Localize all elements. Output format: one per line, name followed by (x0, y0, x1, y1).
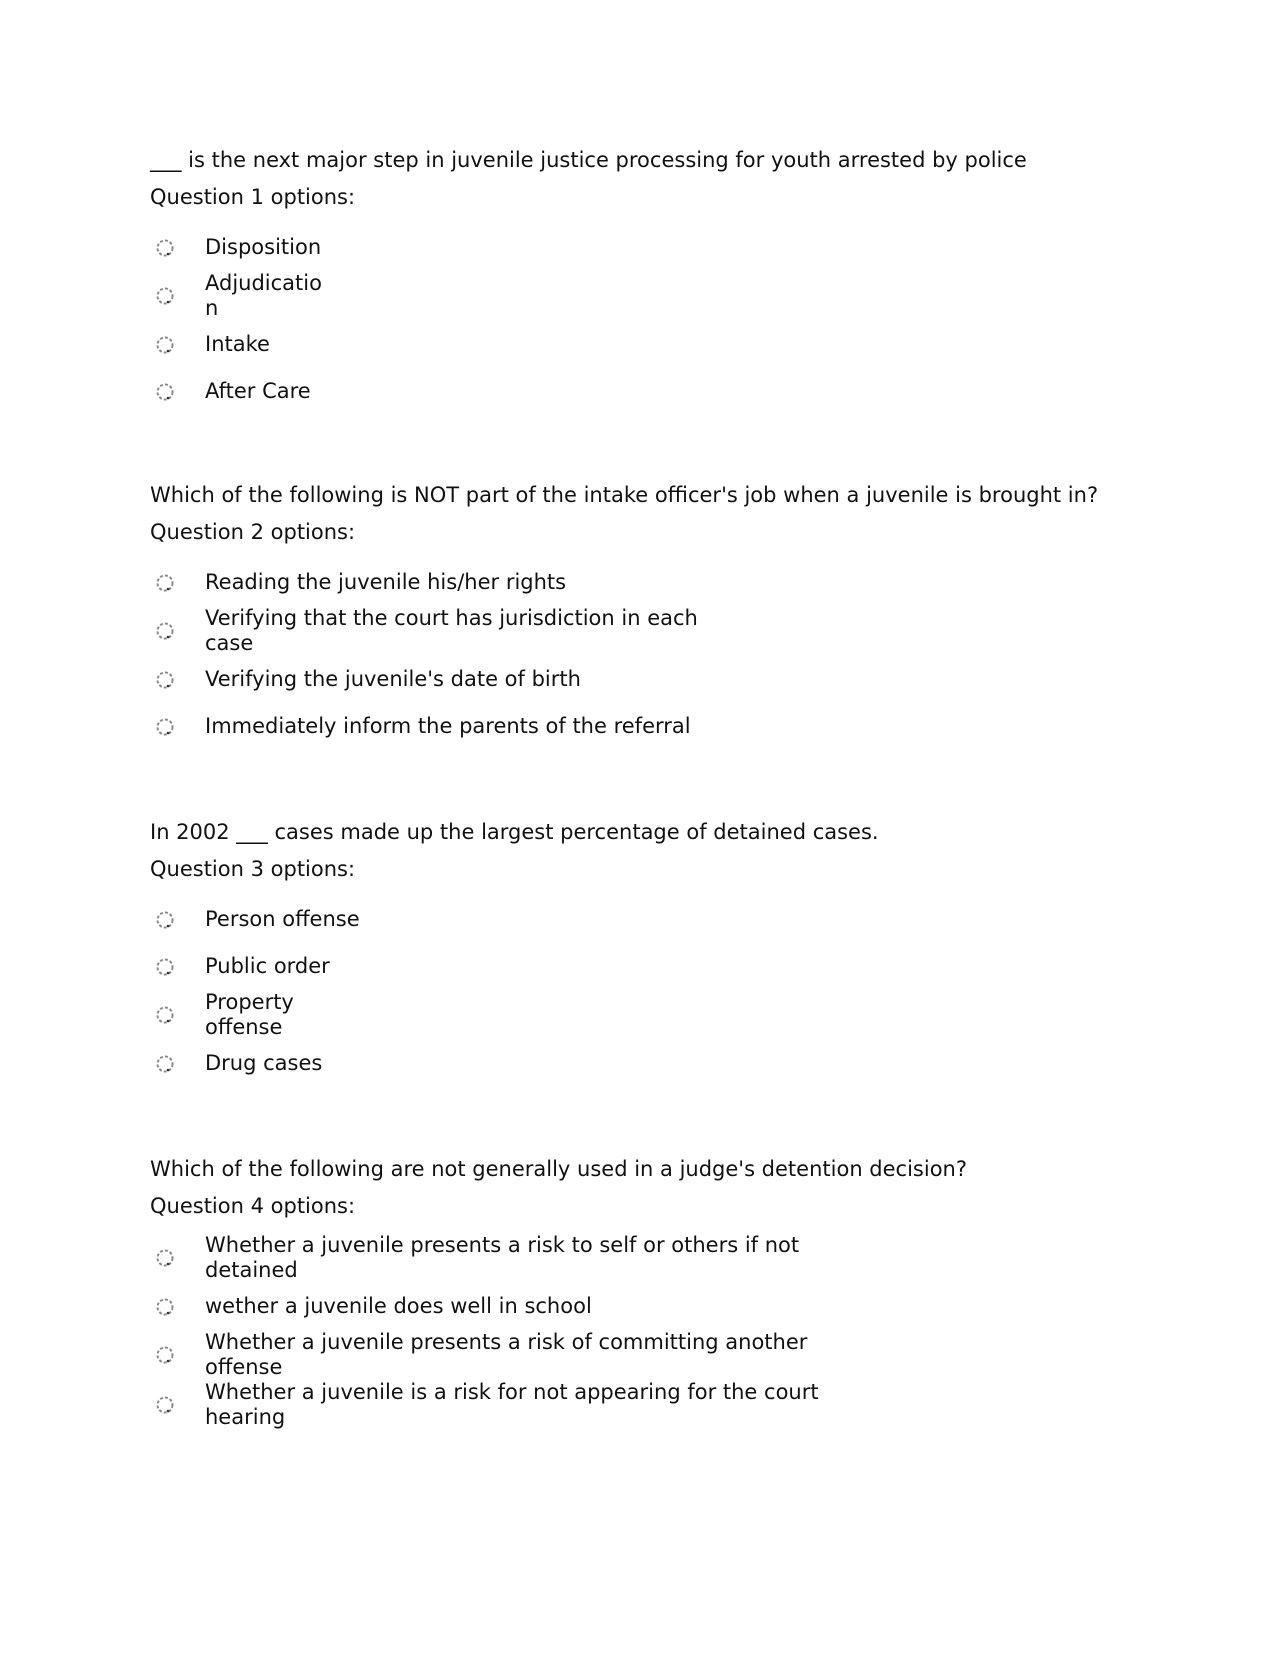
option-public-order[interactable] (150, 943, 1130, 990)
option-after-care[interactable] (150, 368, 1130, 415)
option-verifying-dob[interactable] (150, 656, 1130, 703)
radio-button-icon[interactable] (154, 1394, 176, 1416)
option-verifying-jurisdiction[interactable] (150, 606, 1130, 656)
radio-button-icon[interactable] (154, 334, 176, 356)
question-4-text: Which of the following are not generally used in a judge's detention decision? (150, 1157, 968, 1181)
question-4-options (150, 1233, 1130, 1430)
radio-button-icon[interactable] (154, 909, 176, 931)
question-2-options-label: Question 2 options: (150, 520, 356, 544)
option-does-well-in-school[interactable] (150, 1283, 1130, 1330)
option-label: Verifying that the court has jurisdiction in each case (205, 606, 698, 655)
option-label: Drug cases (205, 1051, 323, 1075)
option-person-offense[interactable] (150, 896, 1130, 943)
quiz-page (150, 148, 1130, 1430)
option-label: Reading the juvenile his/her rights (205, 570, 567, 594)
option-label: Immediately inform the parents of the referral (205, 714, 691, 738)
option-property-offense[interactable] (150, 990, 1130, 1040)
question-2-options (150, 559, 1130, 750)
question-3-options (150, 896, 1130, 1087)
option-risk-to-self[interactable] (150, 1233, 1130, 1283)
radio-button-icon[interactable] (154, 381, 176, 403)
option-label: Adjudication (205, 271, 322, 320)
radio-button-icon[interactable] (154, 1247, 176, 1269)
question-4-options-label: Question 4 options: (150, 1194, 356, 1218)
spacer (150, 750, 1130, 820)
option-intake[interactable] (150, 321, 1130, 368)
option-label: Disposition (205, 235, 322, 259)
radio-button-icon[interactable] (154, 716, 176, 738)
question-2 (150, 483, 1130, 750)
radio-button-icon[interactable] (154, 620, 176, 642)
question-3 (150, 820, 1130, 1087)
option-label: Property offense (205, 990, 294, 1039)
option-risk-another-offense[interactable] (150, 1330, 1130, 1380)
option-label: Intake (205, 332, 270, 356)
radio-button-icon[interactable] (154, 1004, 176, 1026)
option-adjudication[interactable] (150, 271, 1130, 321)
radio-button-icon[interactable] (154, 572, 176, 594)
spacer (150, 1087, 1130, 1157)
option-label: Verifying the juvenile's date of birth (205, 667, 581, 691)
option-label: After Care (205, 379, 311, 403)
option-drug-cases[interactable] (150, 1040, 1130, 1087)
question-1-options-label: Question 1 options: (150, 185, 356, 209)
option-label: wether a juvenile does well in school (205, 1294, 592, 1318)
radio-button-icon[interactable] (154, 237, 176, 259)
option-disposition[interactable] (150, 224, 1130, 271)
radio-button-icon[interactable] (154, 669, 176, 691)
question-4 (150, 1157, 1130, 1430)
question-1-text: ___ is the next major step in juvenile justice processing for youth arrested by police (150, 148, 1027, 172)
option-reading-rights[interactable] (150, 559, 1130, 606)
radio-button-icon[interactable] (154, 956, 176, 978)
spacer (150, 415, 1130, 483)
option-label: Public order (205, 954, 330, 978)
option-label: Whether a juvenile presents a risk to self or others if not detained (205, 1233, 800, 1282)
radio-button-icon[interactable] (154, 285, 176, 307)
option-risk-not-appearing[interactable] (150, 1380, 1130, 1430)
question-1 (150, 148, 1130, 415)
question-1-options (150, 224, 1130, 415)
option-label: Person offense (205, 907, 360, 931)
radio-button-icon[interactable] (154, 1296, 176, 1318)
option-label: Whether a juvenile presents a risk of committing another offense (205, 1330, 808, 1379)
radio-button-icon[interactable] (154, 1053, 176, 1075)
option-inform-parents[interactable] (150, 703, 1130, 750)
question-3-text: In 2002 ___ cases made up the largest percentage of detained cases. (150, 820, 879, 844)
question-2-text: Which of the following is NOT part of the intake officer's job when a juvenile is brought in? (150, 483, 1099, 507)
radio-button-icon[interactable] (154, 1344, 176, 1366)
option-label: Whether a juvenile is a risk for not appearing for the court hearing (205, 1380, 819, 1429)
question-3-options-label: Question 3 options: (150, 857, 356, 881)
